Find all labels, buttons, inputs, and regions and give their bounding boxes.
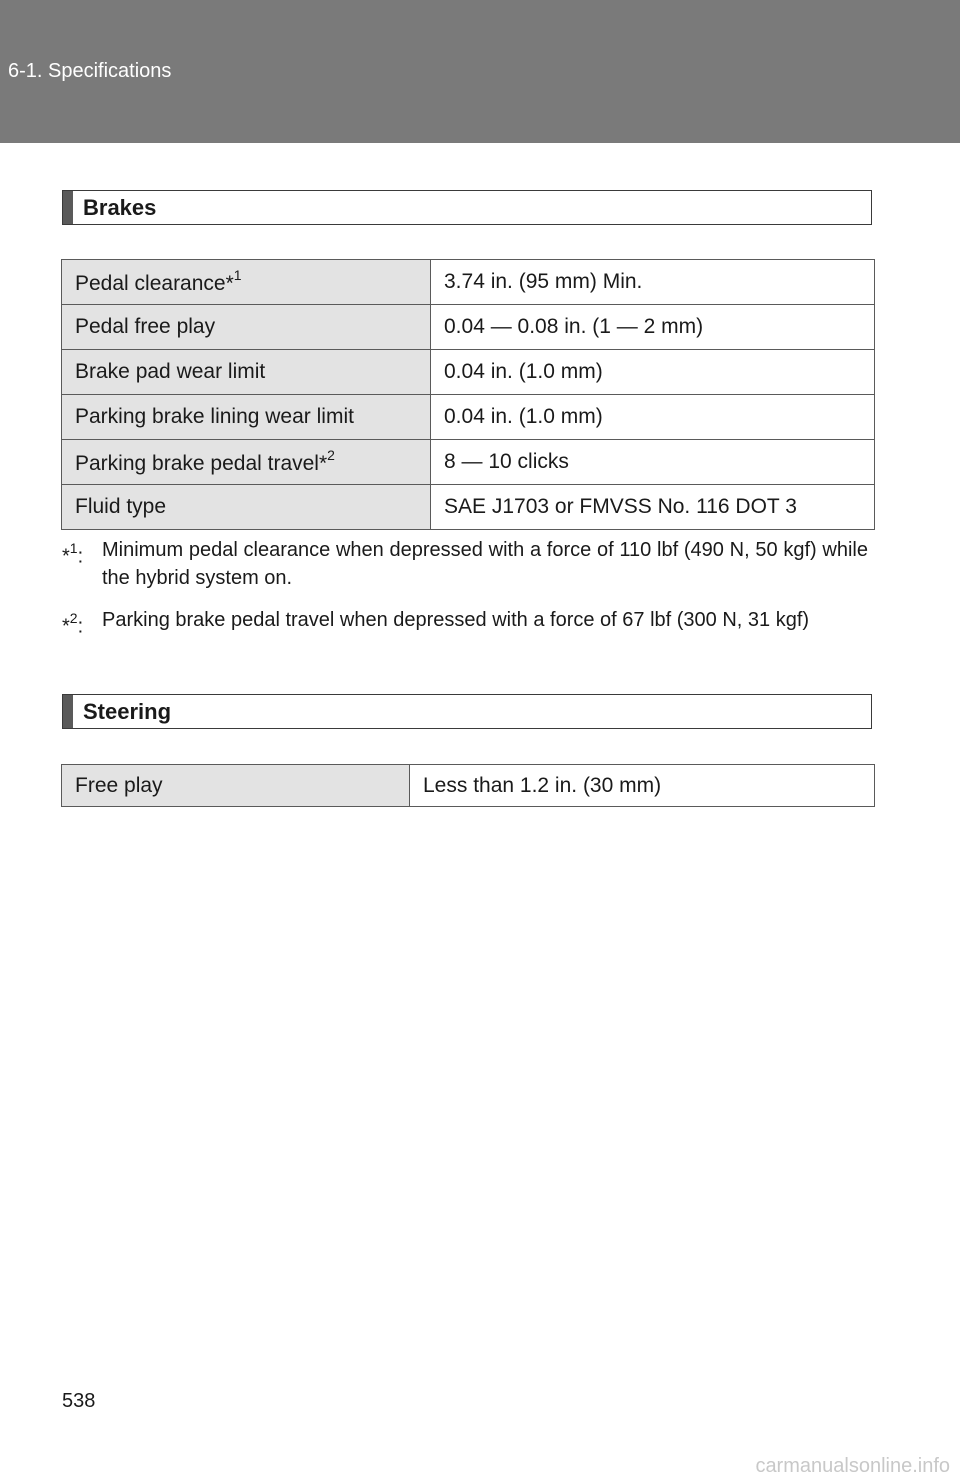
table-row [62, 395, 875, 440]
heading-bar [63, 191, 73, 224]
footnote-text: Parking brake pedal travel when depressed with a force of 67 lbf (300 N, 31 kgf) [102, 609, 810, 631]
row-label: Pedal clearance*$^1$ [62, 260, 431, 305]
footnote-mark: *$^2$: [62, 610, 84, 638]
row-value: 0.04 in. (1.0 mm) [431, 395, 875, 440]
steering-table [61, 764, 875, 807]
table-row [62, 260, 875, 305]
row-label: Fluid type [62, 485, 431, 530]
row-value: 0.04 in. (1.0 mm) [431, 350, 875, 395]
row-label: Parking brake pedal travel*$^2$ [62, 440, 431, 485]
footnote-2 [62, 606, 868, 638]
footnote-1 [62, 536, 868, 592]
steering-title: Steering [83, 699, 172, 724]
table-row [62, 440, 875, 485]
row-label: Pedal free play [62, 305, 431, 350]
row-value: 3.74 in. (95 mm) Min. [431, 260, 875, 305]
row-value: SAE J1703 or FMVSS No. 116 DOT 3 [431, 485, 875, 530]
footnote-mark: *$^1$: [62, 540, 84, 568]
row-value: Less than 1.2 in. (30 mm) [410, 765, 875, 807]
brakes-title: Brakes [83, 195, 157, 220]
row-label: Parking brake lining wear limit [62, 395, 431, 440]
row-label: Free play [62, 765, 410, 807]
row-value: 0.04 — 0.08 in. (1 — 2 mm) [431, 305, 875, 350]
page-number: 538 [62, 1390, 96, 1412]
steering-heading [62, 694, 872, 729]
footnote-text: Minimum pedal clearance when depressed with a force of 110 lbf (490 N, 50 kgf) while the hybrid system on. [102, 539, 868, 589]
watermark: carmanualsonline.info [755, 1455, 950, 1477]
table-row [62, 765, 875, 807]
table-row [62, 305, 875, 350]
page-header [0, 0, 960, 143]
row-value: 8 — 10 clicks [431, 440, 875, 485]
brakes-heading [62, 190, 872, 225]
brakes-table [61, 259, 875, 530]
heading-bar [63, 695, 73, 728]
table-row [62, 350, 875, 395]
section-title: 6-1. Specifications [8, 60, 172, 82]
row-label: Brake pad wear limit [62, 350, 431, 395]
table-row [62, 485, 875, 530]
